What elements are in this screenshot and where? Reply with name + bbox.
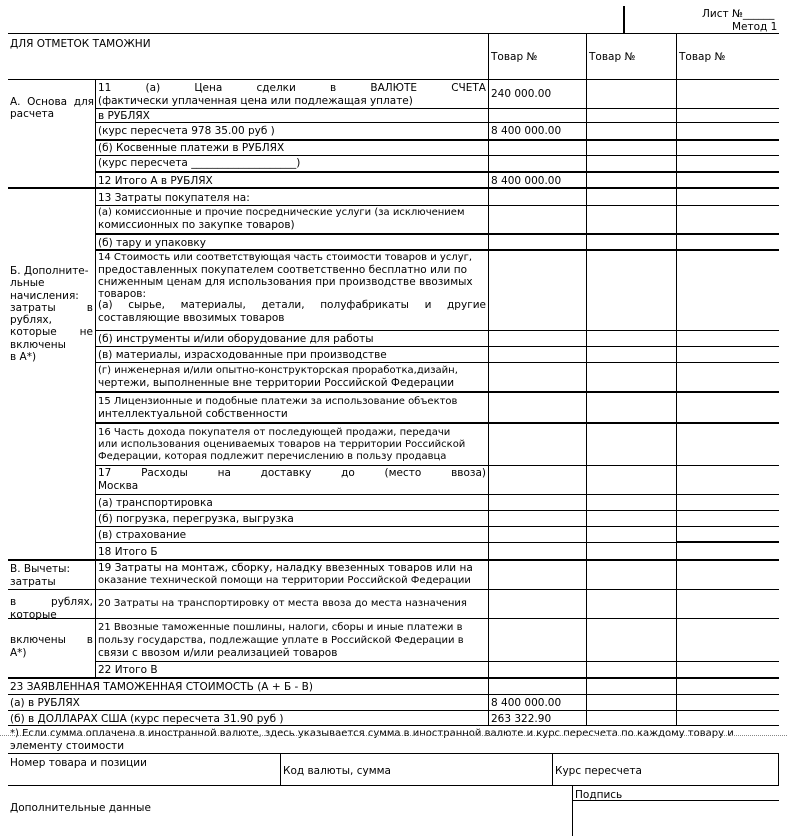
- row-14a-line2: составляющие ввозимых товаров: [98, 312, 285, 324]
- section-line: [8, 677, 779, 679]
- row-14-line1: 14 Стоимость или соответствующая часть стоимости товаров и услуг,: [98, 252, 473, 263]
- row-13a-line1: (а) комиссионные и прочие посреднические услуги (за исключением: [98, 207, 465, 218]
- section-v-title: [10, 563, 93, 660]
- section-line: [8, 559, 779, 561]
- row-line: [676, 541, 779, 543]
- row-19-line1: 19 Затраты на монтаж, сборку, наладку ввезенных товаров или на: [98, 562, 473, 574]
- item-position-label: Номер товара и позиции: [10, 757, 147, 769]
- row-line: [8, 725, 779, 726]
- rubles-label: в РУБЛЯХ: [98, 110, 150, 122]
- rate-label: (курс пересчета 978 35.00 руб ): [98, 125, 275, 137]
- total-a-label: 12 Итого А в РУБЛЯХ: [98, 175, 213, 187]
- section-b-line-1: Б. Дополнитe-: [10, 265, 89, 277]
- section-b-line-5: рублях,: [10, 314, 52, 327]
- row-14b: (б) инструменты и/или оборудование для работы: [98, 333, 374, 345]
- row-line: [95, 465, 779, 466]
- customs-marks-label: ДЛЯ ОТМЕТОК ТАМОЖНИ: [10, 38, 151, 50]
- row-line: [95, 233, 779, 235]
- row-line: [95, 494, 779, 495]
- section-b-line-6: которые не: [10, 326, 93, 339]
- row-line: [95, 108, 779, 109]
- footer-divider-2: [552, 753, 553, 786]
- row-13b: (б) тару и упаковку: [98, 237, 206, 249]
- row-17b: (б) погрузка, перегрузка, выгрузка: [98, 513, 294, 525]
- col-divider-2: [586, 33, 587, 726]
- method-label: Метод 1: [732, 21, 778, 33]
- row-line: [95, 171, 779, 173]
- row-15-line1: 15 Лицензионные и подобные платежи за использование объектов: [98, 396, 458, 407]
- header-divider: [623, 6, 625, 33]
- row-21-line3: связи с ввозом и/или реализацией товаров: [98, 647, 338, 659]
- row-14g-line1: (г) инженерная и/или опытно-конструкторская проработка,дизайн,: [98, 365, 458, 376]
- section-v-line-2: затраты: [10, 576, 56, 588]
- footer-divider-1: [280, 753, 281, 786]
- row-line: [8, 589, 779, 590]
- row-line: [8, 785, 779, 786]
- section-b-line-4: затраты в: [10, 301, 93, 314]
- total-v-label: 22 Итого В: [98, 664, 158, 676]
- row-23a-label: (а) в РУБЛЯХ: [10, 697, 80, 709]
- row-line: [95, 510, 779, 511]
- section-v-line-5: включены в: [10, 634, 93, 646]
- column-header-item-2: Товар №: [589, 51, 636, 63]
- section-v-line-3: в рублях,: [10, 596, 93, 608]
- rate-value: 8 400 000.00: [491, 125, 562, 137]
- row-line: [95, 249, 779, 251]
- signature-label: Подпись: [575, 789, 623, 801]
- signature-line: [572, 800, 779, 801]
- row-line: [95, 661, 779, 662]
- col-divider-3: [676, 33, 677, 726]
- row-14-line3: сниженным ценам для использования при производстве ввозимых: [98, 276, 473, 288]
- footer-right-border: [778, 753, 779, 786]
- section-v-line-1: В. Вычеты:: [10, 563, 70, 575]
- col-divider-1: [488, 33, 489, 726]
- row-19-line2: оказание технической помощи на территории Российской Федерации: [98, 575, 471, 586]
- row-line: [95, 155, 779, 156]
- row-line: [95, 346, 779, 347]
- footnote-line1: *) Если сумма оплачена в иностранной валюте, здесь указывается сумма в иностранной валюте и курс пересчета по каждому товару и: [10, 728, 734, 739]
- row-23b-value: 263 322.90: [491, 713, 552, 725]
- section-b-line-7: включены: [10, 338, 66, 351]
- row-14v: (в) материалы, израсходованные при производстве: [98, 349, 387, 361]
- row-23b-label: (б) в ДОЛЛАРАХ США (курс пересчета 31.90 руб ): [10, 713, 284, 725]
- column-header-item-3: Товар №: [679, 51, 726, 63]
- additional-data-label: Дополнительные данные: [10, 802, 151, 814]
- section-b-line-8: в А*): [10, 351, 37, 364]
- row-23-label: 23 ЗАЯВЛЕННАЯ ТАМОЖЕННАЯ СТОИМОСТЬ (А + Б - В): [10, 681, 313, 693]
- row-13a-line2: комиссионных по закупке товаров): [98, 219, 295, 231]
- row-17-line1: 17 Расходы на доставку до (место ввоза): [98, 467, 486, 479]
- row-21-line1: 21 Ввозные таможенные пошлины, налоги, сборы и иные платежи в: [98, 622, 463, 633]
- signature-divider: [572, 785, 573, 836]
- row-14g-line2: чертежи, выполненные вне территории Российской Федерации: [98, 377, 455, 389]
- row-16-line2: или использования оцениваемых товаров на территории Российской: [98, 439, 466, 450]
- dotted-guide: [0, 735, 787, 736]
- row-line: [95, 391, 779, 393]
- row-23a-value: 8 400 000.00: [491, 697, 562, 709]
- exchange-rate-label: Курс пересчета: [555, 765, 642, 777]
- section-line: [8, 187, 779, 189]
- currency-code-label: Код валюты, сумма: [283, 765, 391, 777]
- rate-blank-label: (курс пересчета ____________________): [98, 157, 301, 169]
- section-b-line-3: начисления:: [10, 289, 79, 302]
- row-line: [95, 330, 779, 331]
- table-top-line: [8, 79, 779, 80]
- row-line: [95, 122, 779, 123]
- indirect-payments-label: (б) Косвенные платежи в РУБЛЯХ: [98, 142, 285, 154]
- row-line: [8, 694, 779, 695]
- row-14a-line1: (а) сырье, материалы, детали, полуфабрикаты и другие: [98, 299, 486, 311]
- row-line: [95, 542, 676, 543]
- section-a-title: А. Основа для расчета: [10, 96, 94, 120]
- row-17v: (в) страхование: [98, 529, 187, 541]
- row-line: [95, 526, 779, 527]
- row-line: [8, 618, 779, 619]
- row-11-line1: 11 (а) Цена сделки в ВАЛЮТЕ СЧЕТА: [98, 82, 486, 94]
- row-17-line2: Москва: [98, 480, 139, 492]
- total-a-value: 8 400 000.00: [491, 175, 562, 187]
- row-21-line2: пользу государства, подлежащие уплате в Российской Федерации в: [98, 635, 464, 646]
- row-13: 13 Затраты покупателя на:: [98, 192, 250, 204]
- row-line: [95, 205, 779, 206]
- column-header-item-1: Товар №: [491, 51, 538, 63]
- row-16-line1: 16 Часть дохода покупателя от последующей продажи, передачи: [98, 427, 451, 438]
- row-line: [8, 753, 779, 754]
- row-line: [8, 710, 779, 711]
- row-line: [95, 139, 779, 141]
- row-11-line2: (фактически уплаченная цена или подлежащая уплате): [98, 95, 413, 107]
- row-20: 20 Затраты на транспортировку от места ввоза до места назначения: [98, 598, 467, 609]
- row-line: [95, 362, 779, 363]
- row-16-line3: Федерации, которая подлежит перечислению в пользу продавца: [98, 451, 447, 462]
- header-line: [8, 33, 779, 34]
- section-v-line-6: А*): [10, 647, 27, 659]
- footnote-line2: элементу стоимости: [10, 740, 125, 752]
- section-b-line-2: льные: [10, 277, 45, 290]
- row-line: [95, 422, 779, 424]
- section-b-title: [10, 265, 93, 363]
- row-17a: (а) транспортировка: [98, 497, 213, 509]
- total-b-label: 18 Итого Б: [98, 546, 158, 558]
- row-14-line4: товаров:: [98, 288, 146, 300]
- row-11-value: 240 000.00: [491, 88, 552, 100]
- sheet-number-label: Лист №______: [702, 8, 775, 20]
- row-15-line2: интеллектуальной собственности: [98, 408, 288, 420]
- row-14-line2: предоставленных покупателем соответственно бесплатно или по: [98, 264, 468, 276]
- section-v-line-4: которые: [10, 609, 57, 621]
